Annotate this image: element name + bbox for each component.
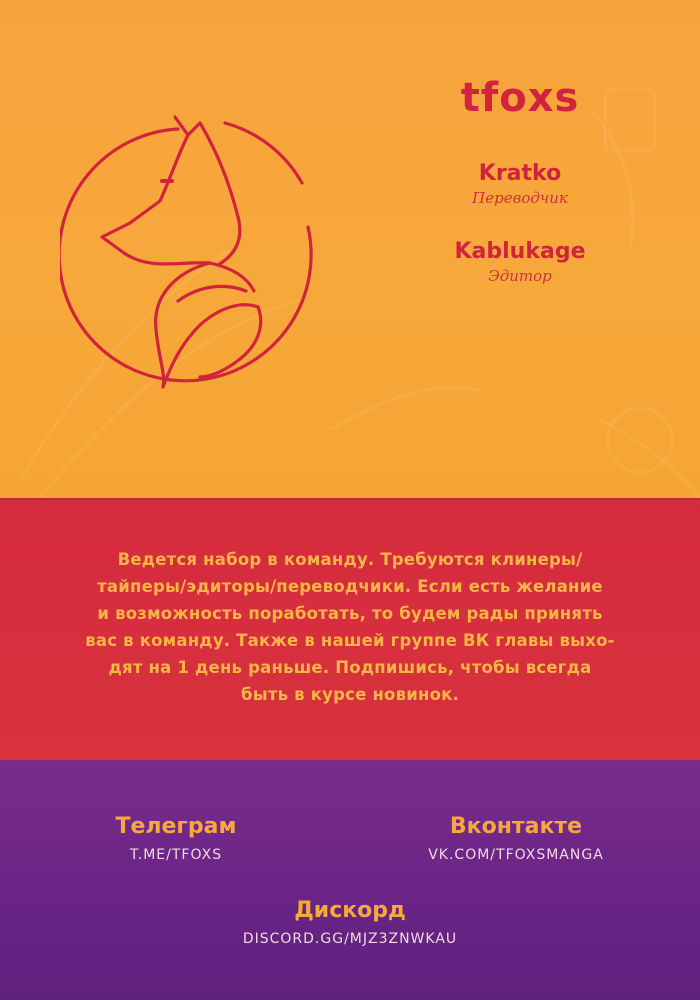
credits-section [0,0,700,498]
telegram-block [76,812,276,866]
member-entry [420,238,620,286]
discord-block [200,896,500,950]
discord-title: Дискорд [294,898,406,923]
telegram-title: Телеграм [115,814,237,839]
member-role: Эдитор [488,267,552,285]
member-name: Kablukage [454,239,586,264]
vk-link[interactable]: VK.COM/TFOXSMANGA [428,847,604,863]
credits-list [420,70,620,286]
telegram-link[interactable]: T.ME/TFOXS [129,847,223,863]
member-entry [420,160,620,208]
member-name: Kratko [478,161,562,186]
team-brand: tfoxs [460,75,580,121]
recruitment-section [0,498,700,760]
fox-logo-icon [60,95,340,395]
recruitment-text: Ведется набор в команду. Требуются клинеры/ тайперы/эдиторы/переводчики. Если есть желание и возможность поработать, то будем рады принять вас в команду. Также в нашей группе ВК главы выхо- дят на 1 день раньше. Подпишись, чтобы всегда быть в курсе новинок. [85,550,615,704]
member-role: Переводчик [472,189,568,207]
discord-link[interactable]: DISCORD.GG/MJZ3ZNWKAU [242,931,458,947]
vk-block [396,812,636,866]
vk-title: Вконтакте [449,814,583,839]
socials-section [0,760,700,1000]
